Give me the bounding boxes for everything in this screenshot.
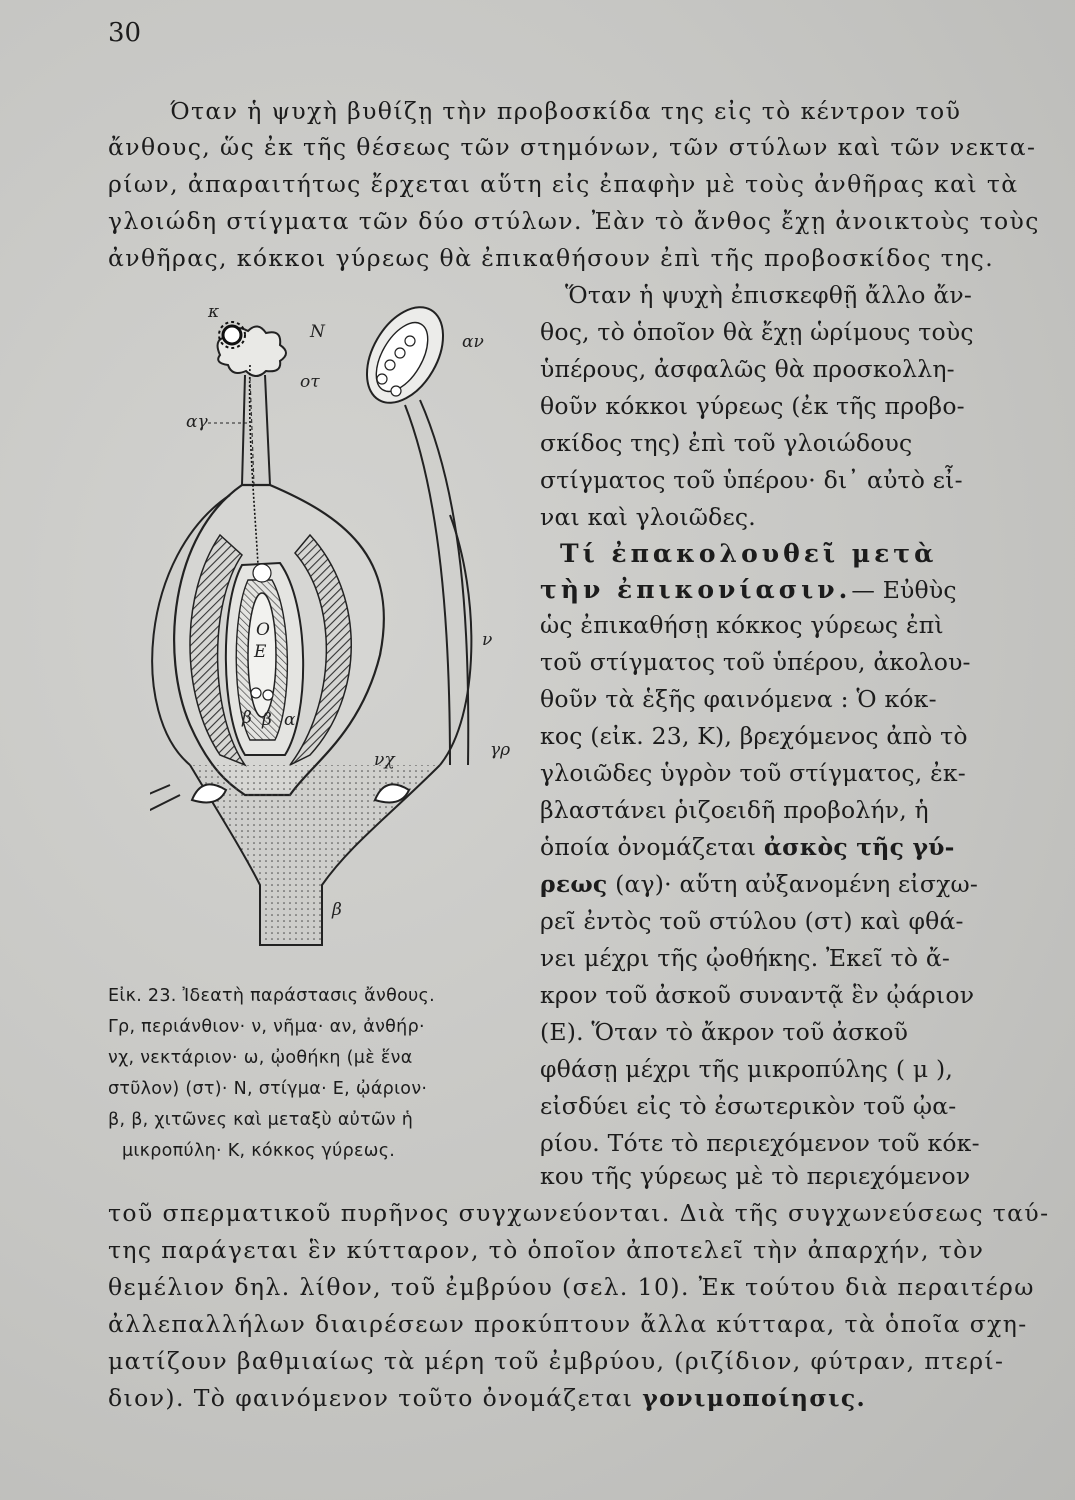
label-E: Ε [254,642,267,662]
text-line: θος, τὸ ὁποῖον θὰ ἔχῃ ὡρίμους τοὺς [540,318,974,346]
text-line: φθάσῃ μέχρι τῆς μικροπύλης ( μ ), [540,1055,954,1083]
flower-diagram [150,295,545,965]
text-line: Ὅταν ἡ ψυχὴ ἐπισκεφθῇ ἄλλο ἄν- [565,281,973,309]
text-line: θοῦν τὰ ἑξῆς φαινόμενα : Ὁ κόκ- [540,685,937,713]
text-line: σκίδος της) ἐπὶ τοῦ γλοιώδους [540,429,913,457]
figure-caption-title: Εἰκ. 23. Ἰδεατὴ παράστασις ἄνθους. [108,986,435,1006]
label-ot: οτ [300,372,320,392]
label-gr: γρ [490,740,511,760]
text-line: θεμέλιον δηλ. λίθον, τοῦ ἐμβρύου (σελ. 10). Ἐκ τούτου διὰ περαιτέρω [108,1273,1035,1301]
text-line: Όταν ἡ ψυχὴ βυθίζῃ τὴν προβοσκίδα της εἰς τὸ κέντρον τοῦ [170,97,962,125]
text-line: ἀλλεπαλλήλων διαιρέσεων προκύπτουν ἄλλα κύτταρα, τὰ ὁποῖα σχη- [108,1310,1028,1338]
text-span: ὁποία ὀνομάζεται [540,833,757,861]
figure-caption-line: μικροπύλη· Κ, κόκκος γύρεως. [122,1141,396,1161]
text-line: ὑπέρους, ἀσφαλῶς θὰ προσκολλη- [540,355,955,383]
label-b2: β [262,710,272,730]
text-line: γλοιῶδες ὑγρὸν τοῦ στίγματος, ἐκ- [540,759,966,787]
label-N: N [310,322,325,342]
page-number: 30 [108,18,142,48]
figure-caption-line: νχ, νεκτάριον· ω, ᾠοθήκη (μὲ ἕνα [108,1048,413,1068]
text-span: (αγ)· αὕτη αὐξανομένη εἰσχω- [615,870,979,898]
text-line: ρίων, ἀπαραιτήτως ἔρχεται αὕτη εἰς ἐπαφὴν μὲ τοὺς ἀνθῆρας καὶ τὰ [108,170,1019,198]
section-heading-line2 [540,577,957,603]
text-line: ναι καὶ γλοιῶδες. [540,503,756,531]
term-askos-end: ρεως [540,870,608,898]
text-line: νει μέχρι τῆς ᾠοθήκης. Ἐκεῖ τὸ ἄ- [540,944,951,972]
text-line: κρον τοῦ ἀσκοῦ συναντᾷ ἓν ᾠάριον [540,981,975,1009]
text-line: ρίου. Τότε τὸ περιεχόμενον τοῦ κόκ- [540,1129,980,1157]
section-heading-term: τὴν ἐπικονίασιν. [540,575,852,604]
text-line [540,833,955,861]
label-an: αν [462,332,484,352]
text-line: ἄνθους, ὥς ἐκ τῆς θέσεως τῶν στημόνων, τῶν στύλων καὶ τῶν νεκτα- [108,133,1037,161]
label-nx: νχ [374,750,395,770]
text-line: κου τῆς γύρεως μὲ τὸ περιεχόμενον [540,1162,971,1190]
term-gonimopoiisis: γονιμοποίησις. [642,1384,867,1412]
text-line: κος (εἰκ. 23, Κ), βρεχόμενος ἀπὸ τὸ [540,722,968,750]
text-line: τοῦ στίγματος τοῦ ὑπέρου, ἀκολου- [540,648,971,676]
term-askos: ἀσκὸς τῆς γύ- [763,833,955,861]
label-a: α [284,710,296,730]
label-b: β [332,900,342,920]
text-line [108,1384,867,1412]
text-line: ρεῖ ἐντὸς τοῦ στύλου (στ) καὶ φθά- [540,907,964,935]
anther-icon [351,295,458,416]
text-line [540,870,979,898]
text-line: τοῦ σπερματικοῦ πυρῆνος συγχωνεύονται. Διὰ τῆς συγχωνεύσεως ταύ- [108,1199,1050,1227]
heading-continuation: — Εὐθὺς [851,576,957,604]
label-K: κ [208,302,220,322]
text-line: (Ε). Ὅταν τὸ ἄκρον τοῦ ἀσκοῦ [540,1018,909,1046]
style [242,375,270,485]
label-ag: αγ [186,412,208,432]
text-line: ματίζουν βαθμιαίως τὰ μέρη τοῦ ἐμβρύου, (ριζίδιον, φύτραν, πτερί- [108,1347,1005,1375]
text-line: ἀνθῆρας, κόκκοι γύρεως θὰ ἐπικαθήσουν ἐπὶ τῆς προβοσκίδος της. [108,244,995,272]
figure-caption-line: Γρ, περιάνθιον· ν, νῆμα· αν, ἀνθήρ· [108,1017,425,1037]
text-line: θοῦν κόκκοι γύρεως (ἐκ τῆς προβο- [540,392,965,420]
label-v: ν [482,630,493,650]
text-span: διον). Τὸ φαινόμενον τοῦτο ὀνομάζεται [108,1384,634,1412]
text-line: εἰσδύει εἰς τὸ ἐσωτερικὸν τοῦ ᾠα- [540,1092,957,1120]
figure-caption-line: στῦλον) (στ)· Ν, στίγμα· Ε, ᾠάριον· [108,1079,428,1099]
figure-caption-line: β, β, χιτῶνες καὶ μεταξὺ αὐτῶν ἡ [108,1110,414,1130]
label-b1: β [242,708,252,728]
label-O: Ο [256,620,270,640]
text-line: ὡς ἐπικαθήσῃ κόκκος γύρεως ἐπὶ [540,611,944,639]
section-heading: Τί ἐπακολουθεῖ μετὰ [560,539,938,568]
text-line: βλαστάνει ῥιζοειδῆ προβολήν, ἡ [540,796,929,824]
text-line: της παράγεται ἓν κύτταρον, τὸ ὁποῖον ἀποτελεῖ τὴν ἀπαρχήν, τὸν [108,1236,985,1264]
text-line: στίγματος τοῦ ὑπέρου· δι᾽ αὐτὸ εἶ- [540,466,963,494]
stamen-filament [405,400,468,765]
text-line: γλοιώδη στίγματα τῶν δύο στύλων. Ἐὰν τὸ ἄνθος ἔχῃ ἀνοικτοὺς τοὺς [108,207,1040,235]
